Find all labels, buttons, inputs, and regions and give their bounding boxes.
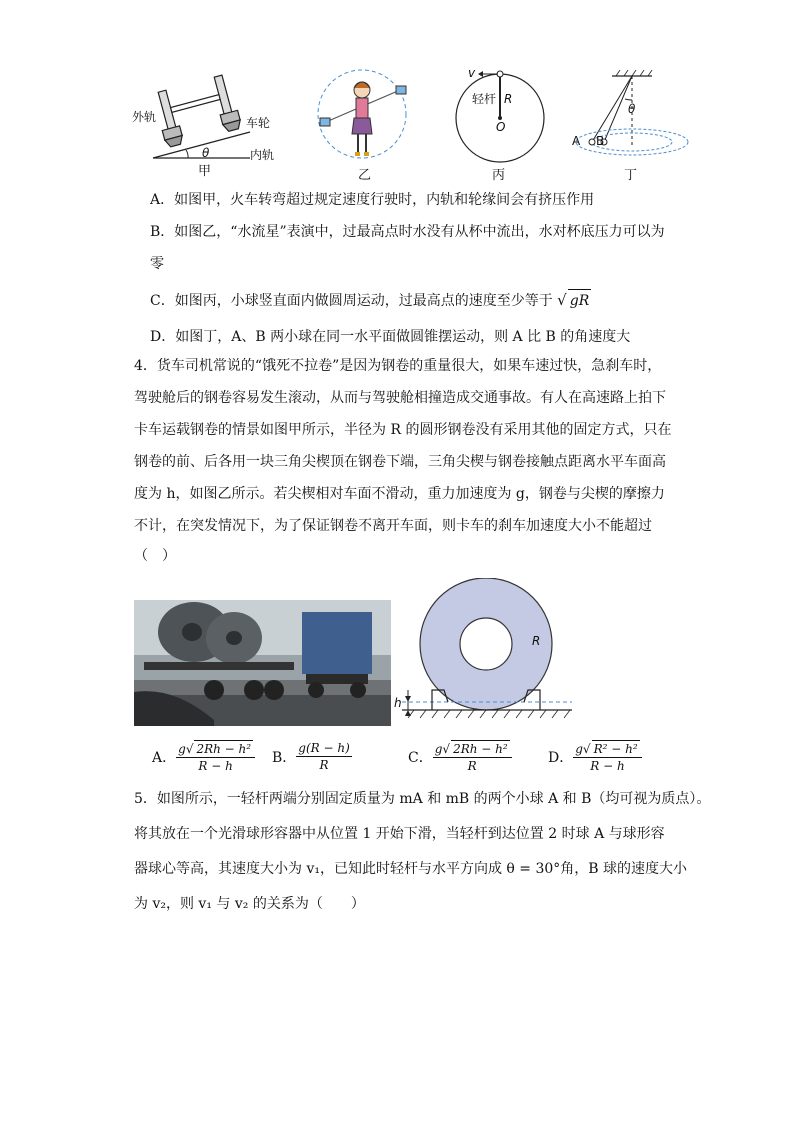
q4-line-2: 驾驶舱后的钢卷容易发生滚动，从而与驾驶舱相撞造成交通事故。有人在高速路上拍下 [134,390,666,406]
q4-option-a-label: A． [152,750,177,766]
caption-jia: 甲 [198,164,212,179]
q3-option-d: D．如图丁，A、B 两小球在同一水平面做圆锥摆运动，则 A 比 B 的角速度大 [150,329,631,345]
wheel-label: 车轮 [246,116,271,130]
q4-option-d-label: D． [548,750,574,766]
inner-rail-label: 内轨 [250,148,275,162]
figure-jia [128,72,288,182]
q3-option-b: B．如图乙，“水流星”表演中，过最高点时水没有从杯中流出，水对杯底压力可以为 [150,224,665,240]
outer-rail-label: 外轨 [132,110,157,124]
caption-yi: 乙 [358,168,372,183]
coil-R-label: R [532,634,541,648]
figure-yi [312,60,416,182]
A-label: A [572,134,581,148]
O-label: O [496,120,506,134]
theta-label-ding: θ [628,102,636,116]
q3-option-a: A．如图甲，火车转弯超过规定速度行驶时，内轨和轮缘间会有挤压作用 [150,192,595,208]
q4-option-c [408,740,512,774]
q3-option-c-text: C．如图丙，小球竖直面内做圆周运动，过最高点的速度至少等于 [150,293,553,309]
q3-option-b-cont: 零 [150,256,164,272]
light-rod-circle-diagram [452,64,548,164]
B-label: B [596,134,605,148]
q4-option-d [548,740,642,774]
q4-option-c-fraction: $\frac{\text{g√ 2Rh − h²}}{R}$ [433,740,512,774]
q4-line-4: 钢卷的前、后各用一块三角尖楔顶在钢卷下端，三角尖楔与钢卷接触点距离水平车面高 [134,454,666,470]
sqrt-gR: gR [568,289,592,312]
q4-line-7: （ ） [134,548,176,564]
coil-diagram [394,578,574,730]
q3-option-c: C．如图丙，小球竖直面内做圆周运动，过最高点的速度至少等于 √ gR [150,289,591,312]
q4-line-3: 卡车运载钢卷的情景如图甲所示，半径为 R 的圆形钢卷没有采用其他的固定方式，只在 [134,422,672,438]
caption-bing: 丙 [492,168,506,183]
q4-option-b-label: B． [272,749,297,766]
v-label: v [468,66,476,80]
q5-line-4: 为 v₂，则 v₁ 与 v₂ 的关系为（ ） [134,896,365,912]
coil-h-label: h [394,696,402,710]
water-meteor-diagram [312,60,416,166]
q4-option-b-fraction: $\frac{g(R - h)}{R}$ [298,741,350,772]
conical-pendulum-diagram [568,70,692,166]
q4-option-c-label: C． [408,750,433,766]
q4-option-a-fraction: $\frac{\text{g√ 2Rh − h²}}{R - h}$ [176,740,255,774]
q4-line-6: 不计，在突发情况下，为了保证钢卷不离开车面，则卡车的刹车加速度大小不能超过 [134,518,652,534]
rod-label: 轻杆 [472,92,497,106]
q4-line-1: 4．货车司机常说的“饿死不拉卷”是因为钢卷的重量很大，如果车速过快，急刹车时， [134,358,662,374]
q5-line-1: 5．如图所示，一轻杆两端分别固定质量为 mA 和 mB 的两个小球 A 和 B（均可视为质点）。 [134,791,711,807]
q4-option-b [272,740,352,773]
figure-bing [452,64,548,182]
q5-line-3: 器球心等高，其速度大小为 v₁，已知此时轻杆与水平方向成 θ = 30°角，B 球的速度大小 [134,861,688,877]
R-label: R [504,92,513,106]
q4-option-d-fraction: $\frac{\text{g√ R² − h²}}{R - h}$ [573,740,641,774]
q4-line-5: 度为 h，如图乙所示。若尖楔相对车面不滑动，重力加速度为 g，钢卷与尖楔的摩擦力 [134,486,665,502]
q4-option-a [152,740,255,774]
caption-ding: 丁 [624,168,638,183]
q5-line-2: 将其放在一个光滑球形容器中从位置 1 开始下滑，当轻杆到达位置 2 时球 A 与球形容 [134,826,665,842]
theta-label: θ [202,146,210,160]
figure-ding [568,70,692,182]
truck-coil-photo [134,600,391,726]
